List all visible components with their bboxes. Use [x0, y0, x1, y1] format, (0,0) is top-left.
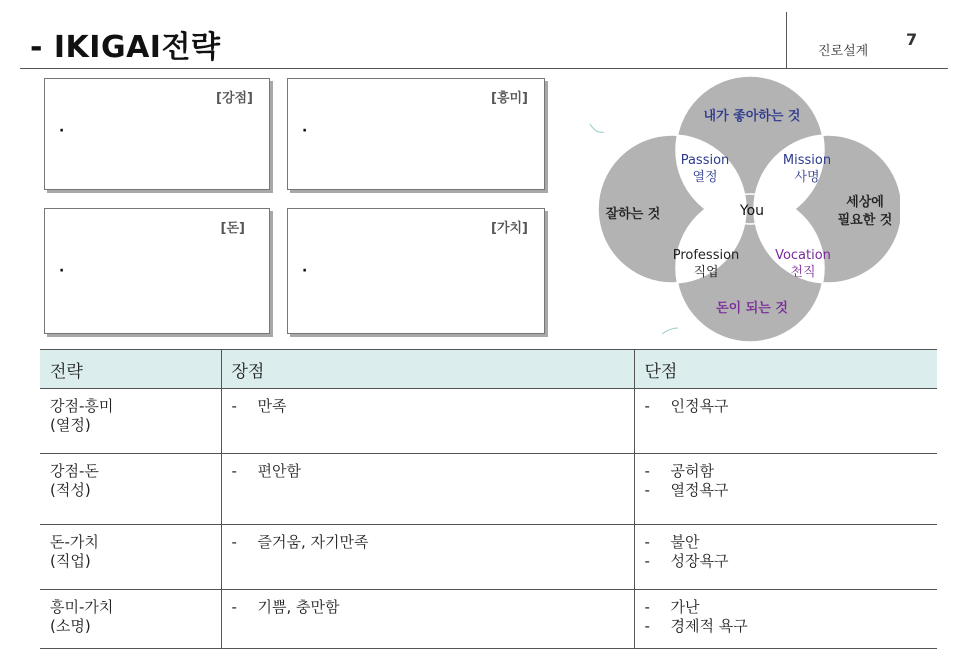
venn-bottom-label: 돈이 되는 것	[716, 301, 788, 316]
money-bullet: ·	[59, 263, 65, 279]
strength-label: [강점]	[216, 91, 253, 106]
value-bullet: ·	[302, 263, 308, 279]
cons-cell	[634, 525, 937, 590]
profession-ko: 직업	[693, 265, 719, 280]
interest-box[interactable]	[287, 78, 545, 190]
vocation-ko: 천직	[790, 265, 816, 280]
table-row	[40, 525, 937, 590]
strategy-cell	[40, 590, 221, 649]
profession-en: Profession	[672, 248, 740, 263]
venn-center-label: You	[739, 203, 765, 219]
vocation-en: Vocation	[775, 248, 831, 263]
section-name: 진로설계	[818, 44, 869, 59]
venn-left-label: 잘하는 것	[605, 207, 661, 222]
mission-ko: 사명	[794, 170, 820, 185]
cons-item: - 불안	[644, 533, 700, 551]
value-label: [가치]	[491, 221, 528, 236]
interest-bullet: ·	[302, 123, 308, 139]
money-box[interactable]	[44, 208, 270, 334]
pros-item: - 만족	[231, 397, 287, 415]
cons-cell	[634, 590, 937, 649]
strategy-subname: (소명)	[50, 617, 91, 635]
pros-cell	[221, 454, 634, 525]
cons-cell	[634, 389, 937, 454]
cons-cell	[634, 454, 937, 525]
cons-item: - 열정욕구	[644, 481, 729, 499]
table-row	[40, 454, 937, 525]
page-number: 7	[906, 30, 918, 49]
venn-right-label-2: 필요한 것	[837, 213, 893, 228]
strength-bullet: ·	[59, 123, 65, 139]
cons-item: - 가난	[644, 598, 700, 616]
ikigai-venn-diagram	[580, 72, 900, 350]
strategy-name: 강점-흥미	[50, 397, 114, 415]
value-box[interactable]	[287, 208, 545, 334]
cons-item: - 성장욕구	[644, 552, 729, 570]
header-divider	[786, 12, 787, 68]
money-label: [돈]	[220, 221, 245, 236]
venn-right-label-1: 세상에	[846, 195, 884, 210]
strategy-name: 강점-돈	[50, 462, 99, 480]
strategy-cell	[40, 454, 221, 525]
table-header-row	[40, 350, 937, 389]
pros-item: - 기쁨, 충만함	[231, 598, 340, 616]
strategy-subname: (직업)	[50, 552, 91, 570]
table-row	[40, 389, 937, 454]
strategy-name: 돈-가치	[50, 533, 99, 551]
header-rule	[20, 68, 948, 69]
strategy-subname: (적성)	[50, 481, 91, 499]
pros-item: - 즐거움, 자기만족	[231, 533, 369, 551]
cons-item: - 공허함	[644, 462, 714, 480]
page-title: - IKIGAI전략	[30, 30, 221, 65]
cons-item: - 인정욕구	[644, 397, 729, 415]
header-cons: 단점	[634, 350, 937, 389]
strategy-cell	[40, 389, 221, 454]
strategy-name: 흥미-가치	[50, 598, 114, 616]
header-strategy: 전략	[40, 350, 221, 389]
strategy-cell	[40, 525, 221, 590]
strategy-table	[40, 349, 937, 649]
pros-item: - 편안함	[231, 462, 301, 480]
venn-top-label: 내가 좋아하는 것	[703, 109, 801, 124]
header-pros: 장점	[221, 350, 634, 389]
passion-ko: 열정	[692, 170, 718, 185]
mission-en: Mission	[782, 153, 832, 168]
passion-en: Passion	[680, 153, 730, 168]
table-row	[40, 590, 937, 649]
pros-cell	[221, 389, 634, 454]
pros-cell	[221, 590, 634, 649]
interest-label: [흥미]	[491, 91, 528, 106]
pros-cell	[221, 525, 634, 590]
strength-box[interactable]	[44, 78, 270, 190]
strategy-subname: (열정)	[50, 416, 91, 434]
cons-item: - 경제적 욕구	[644, 617, 748, 635]
